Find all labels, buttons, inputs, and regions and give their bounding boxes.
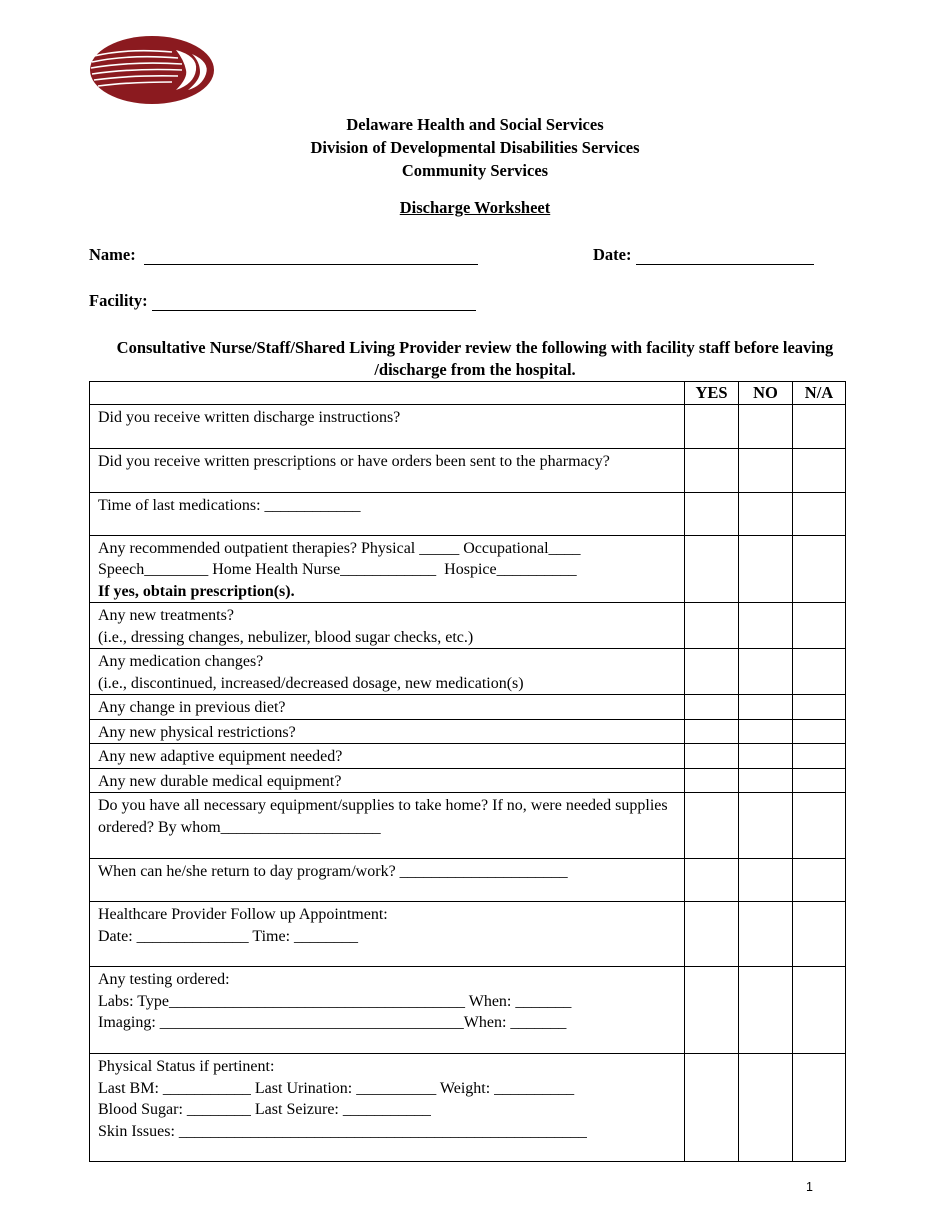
checklist-row [90,768,846,793]
discharge-checklist [89,381,846,1162]
question-text: Do you have all necessary equipment/supplies to take home? If no, were needed supplies ordered? By whom____________________ [98,797,672,836]
checklist-row [90,744,846,769]
header-line-1: Delaware Health and Social Services [346,115,604,134]
name-label: Name: [89,245,136,264]
yes-checkbox[interactable] [685,793,739,859]
yes-checkbox[interactable] [685,404,739,448]
yes-checkbox[interactable] [685,448,739,492]
yes-checkbox[interactable] [685,649,739,695]
na-checkbox[interactable] [793,448,846,492]
question-text: Any new physical restrictions? [98,723,296,741]
question-text: Physical Status if pertinent: Last BM: ___________ Last Urination: __________ Weight: __________ Blood Sugar: ________ Last Seizure: ___________ Skin Issues: ___________________________________________________ [98,1058,587,1140]
yes-checkbox[interactable] [685,768,739,793]
na-checkbox[interactable] [793,793,846,859]
yes-checkbox[interactable] [685,719,739,744]
no-checkbox[interactable] [739,404,793,448]
no-checkbox[interactable] [739,793,793,859]
na-checkbox[interactable] [793,649,846,695]
header-line-2: Division of Developmental Disabilities Services [310,138,640,157]
na-checkbox[interactable] [793,695,846,720]
date-label: Date: [593,245,632,264]
no-checkbox[interactable] [739,744,793,769]
no-checkbox[interactable] [739,859,793,902]
checklist-row [90,793,846,859]
checklist-row [90,719,846,744]
na-checkbox[interactable] [793,603,846,649]
na-checkbox[interactable] [793,902,846,967]
yes-checkbox[interactable] [685,535,739,603]
checklist-row [90,492,846,535]
question-text: Any new adaptive equipment needed? [98,748,343,765]
na-checkbox[interactable] [793,859,846,902]
checklist-row [90,695,846,720]
checklist-row [90,902,846,967]
no-checkbox[interactable] [739,535,793,603]
question-text: Any new durable medical equipment? [98,772,342,790]
checklist-row [90,404,846,448]
no-checkbox[interactable] [739,695,793,720]
na-checkbox[interactable] [793,535,846,603]
checklist-row [90,1054,846,1162]
na-checkbox[interactable] [793,1054,846,1162]
no-checkbox[interactable] [739,603,793,649]
no-column-header: NO [739,382,793,405]
checklist-row [90,859,846,902]
question-text: Healthcare Provider Follow up Appointment: Date: ______________ Time: ________ [98,906,388,945]
agency-header [0,113,950,182]
no-checkbox[interactable] [739,768,793,793]
question-text: When can he/she return to day program/work? _____________________ [98,863,568,880]
yes-checkbox[interactable] [685,1054,739,1162]
question-column-header [90,382,685,405]
na-checkbox[interactable] [793,404,846,448]
no-checkbox[interactable] [739,492,793,535]
no-checkbox[interactable] [739,448,793,492]
checklist-row [90,535,846,603]
question-text: Any change in previous diet? [98,699,286,716]
checklist-row [90,603,846,649]
question-text: Time of last medications: ____________ [98,496,361,514]
dhss-logo [88,34,216,106]
yes-checkbox[interactable] [685,695,739,720]
review-instructions: Consultative Nurse/Staff/Shared Living Provider review the following with facility staff before leaving /discharge from the hospital. [116,338,834,379]
na-checkbox[interactable] [793,768,846,793]
question-text: Any testing ordered: Labs: Type_____________________________________ When: _______ Imaging: ______________________________________When: _______ [98,971,572,1031]
yes-checkbox[interactable] [685,967,739,1054]
facility-label: Facility: [89,291,148,310]
checklist-row [90,448,846,492]
na-checkbox[interactable] [793,967,846,1054]
question-text: Any recommended outpatient therapies? Physical _____ Occupational____ Speech________ Home Health Nurse____________ Hospice__________ [98,539,581,578]
date-input-line[interactable] [636,247,814,265]
yes-checkbox[interactable] [685,859,739,902]
no-checkbox[interactable] [739,719,793,744]
na-checkbox[interactable] [793,744,846,769]
no-checkbox[interactable] [739,649,793,695]
no-checkbox[interactable] [739,1054,793,1162]
yes-checkbox[interactable] [685,492,739,535]
question-text: Any new treatments? (i.e., dressing changes, nebulizer, blood sugar checks, etc.) [98,607,474,646]
checklist-row [90,967,846,1054]
facility-field [89,291,476,311]
question-text: Did you receive written prescriptions or have orders been sent to the pharmacy? [98,452,610,470]
na-checkbox[interactable] [793,492,846,535]
prescription-note: If yes, obtain prescription(s). [98,582,295,600]
checklist-header-row [90,382,846,405]
page-number: 1 [806,1180,813,1194]
facility-input-line[interactable] [152,293,476,311]
na-checkbox[interactable] [793,719,846,744]
yes-checkbox[interactable] [685,744,739,769]
question-text: Did you receive written discharge instructions? [98,408,401,426]
no-checkbox[interactable] [739,902,793,967]
date-field [593,245,814,265]
na-column-header: N/A [793,382,846,405]
document-title: Discharge Worksheet [399,198,551,217]
name-input-line[interactable] [144,247,478,265]
yes-checkbox[interactable] [685,902,739,967]
header-line-3: Community Services [401,161,549,180]
yes-column-header: YES [685,382,739,405]
no-checkbox[interactable] [739,967,793,1054]
question-text: Any medication changes? (i.e., discontinued, increased/decreased dosage, new medication(s) [98,653,524,692]
name-field [89,245,478,265]
yes-checkbox[interactable] [685,603,739,649]
checklist-row [90,649,846,695]
